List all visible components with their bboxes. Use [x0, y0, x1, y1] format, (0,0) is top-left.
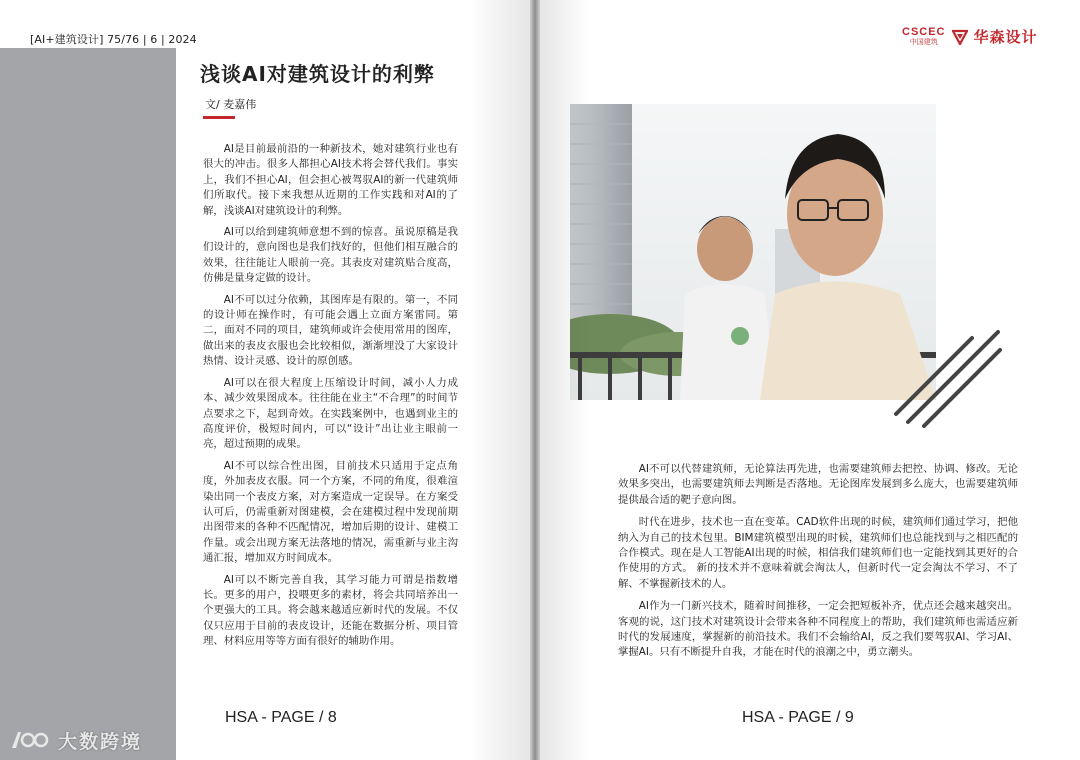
paragraph: 时代在进步，技术也一直在变革。CAD软件出现的时候，建筑师们通过学习，把他纳入为自己的技术包里。BIM建筑模型出现的时候，建筑师们也总能找到与之相匹配的合作模式。现在是人工智能AI出现的时候，相信我们建筑师们也一定能找到其更好的合作使用的方式。 新的技术并不意味着就会淘汰人，但新时代一定会淘汰不学习、不了解、不掌握新技术的人。	[618, 516, 1018, 590]
right-page	[540, 0, 1080, 760]
paragraph: AI是目前最前沿的一种新技术，她对建筑行业也有很大的冲击。很多人都担心AI技术将会替代我们。事实上，我们不担心AI，但会担心被驾驭AI的新一代建筑师们所取代。接下来我想从近期的工作实践和对AI的了解，浅谈AI对建筑设计的利弊。	[203, 143, 458, 217]
book-gutter	[530, 0, 540, 760]
hsa-logo-text: 华森设计	[973, 28, 1038, 46]
title-underline	[203, 116, 235, 119]
paragraph: AI不可以过分依赖，其图库是有限的。第一，不同的设计师在操作时，有可能会遇上立面方案雷同。第二，面对不同的项目，建筑师或许会使用常用的图库，做出来的表皮衣服也会比较相似，渐渐埋没了大家设计热情、设计灵感、设计的原创感。	[203, 293, 458, 368]
grey-side-band	[0, 48, 176, 760]
paragraph: AI可以给到建筑师意想不到的惊喜。虽说原稿是我们设计的，意向图也是我们找好的，但他们相互融合的效果，往往能让人眼前一亮。其表皮对建筑贴合度高，仿佛是量身定做的设计。	[203, 226, 458, 285]
cscec-logo	[902, 27, 946, 46]
publisher-logos	[902, 26, 1038, 47]
page-number-right: HSA - PAGE / 9	[742, 709, 854, 726]
hsa-mark-icon	[952, 29, 968, 45]
watermark	[8, 726, 142, 754]
watermark-text: 大数跨境	[58, 730, 143, 753]
article-author: 文/ 麦嘉伟	[205, 98, 257, 111]
paragraph: AI可以不断完善自我，其学习能力可谓是指数增长。更多的用户，投喂更多的素材，将会共同培养出一个更强大的工具。将会越来越适应新时代的发展。不仅仅只应用于目前的表皮设计，还能在数据分析、项目管理、材料应用等等方面有很好的辅助作用。	[203, 573, 458, 648]
paragraph: AI可以在很大程度上压缩设计时间，减小人力成本、减少效果图成本。往往能在业主“不合理”的时间节点要求之下，起到奇效。在实践案例中，也遇到业主的高度评价，极短时间内，可以“设计”出让业主眼前一亮，超过预期的成果。	[203, 376, 458, 451]
left-page	[0, 0, 530, 760]
right-body-text	[618, 462, 1018, 668]
page-number-left: HSA - PAGE / 8	[225, 709, 337, 726]
watermark-logo-icon	[8, 726, 52, 754]
article-title: 浅谈AI对建筑设计的利弊	[200, 62, 435, 86]
left-body-text	[203, 142, 458, 656]
cscec-logo-subtext: 中国建筑	[909, 38, 938, 46]
paragraph: AI作为一门新兴技术，随着时间推移，一定会把短板补齐，优点还会越来越突出。客观的说，这门技术对建筑设计会带来各种不同程度上的帮助，我们建筑师也需适应新时代的发展速度，掌握新的前沿技术。我们不会输给AI，反之我们要驾驭AI、学习AI、掌握AI。只有不断提升自我，才能在时代的浪潮之中，勇立潮头。	[618, 600, 1018, 659]
paragraph: AI不可以代替建筑师，无论算法再先进，也需要建筑师去把控、协调、修改。无论效果多突出，也需要建筑师去判断是否落地。无论图库发展到多么庞大，也需要建筑师提供最合适的靶子意向图。	[618, 463, 1018, 506]
cscec-logo-text: CSCEC	[902, 26, 946, 38]
issue-meta: [AI+建筑设计] 75/76 | 6 | 2024	[30, 33, 197, 46]
author-photo	[570, 104, 936, 400]
paragraph: AI不可以综合性出图，目前技术只适用于定点角度，外加表皮衣服。同一个方案，不同的角度，很难渲染出同一个表皮方案，对方案造成一定误导。在方案受认可后，仍需重新对图建模，会在建模过程中发现前期出图带来的各种不匹配情况，增加后期的设计、建模工作量。或会出现方案无法落地的情况，需重新与业主沟通汇报，增加双方时间成本。	[203, 459, 458, 565]
decorative-stripes-icon	[888, 322, 1004, 434]
